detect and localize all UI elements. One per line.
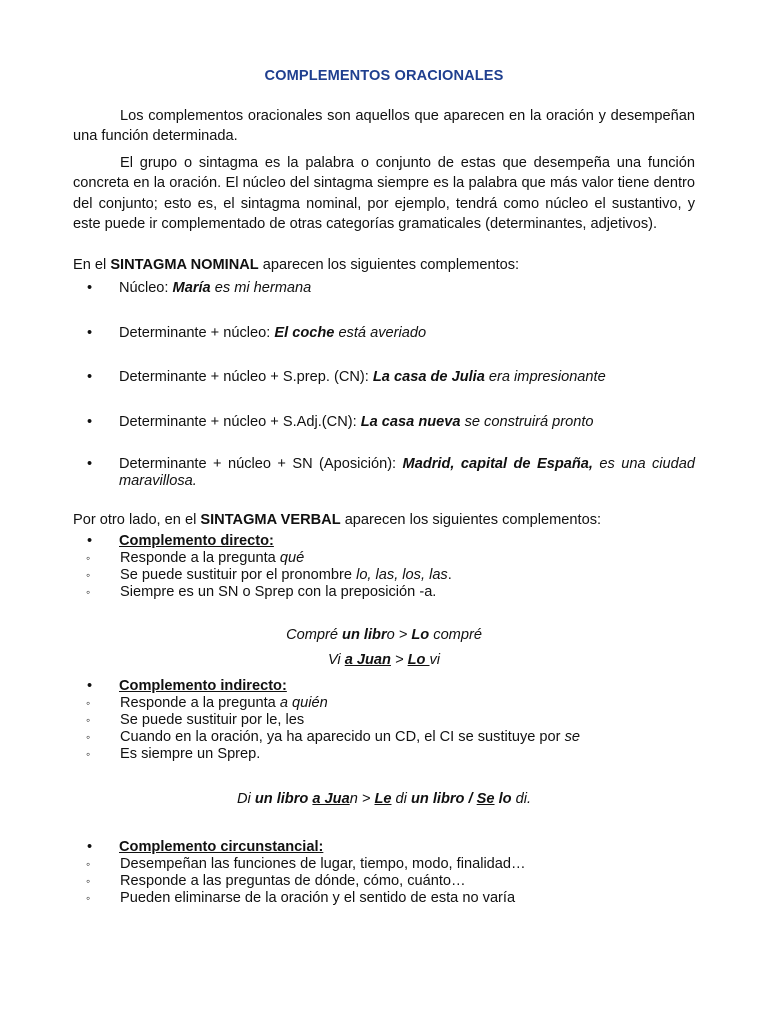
list-item: ◦ Cuando en la oración, ya ha aparecido un CD, el CI se sustituye por se	[73, 729, 695, 746]
list-item: ◦ Es siempre un Sprep.	[73, 746, 695, 763]
intro-paragraph-2: El grupo o sintagma es la palabra o conjunto de estas que desempeña una función concreta en la oración. El núcleo del sintagma siempre es la palabra que más valor tiene dentro del conjunto; esto es, el sintagma nominal, por ejemplo, tendrá como núcleo el sustantivo, y este puede ir complementado de otras categorías gramaticales (determinantes, adjetivos).	[73, 154, 695, 232]
list-item: • Determinante + núcleo: El coche está averiado	[73, 323, 695, 344]
ci-sublist	[73, 695, 695, 763]
nominal-lead-bold: SINTAGMA NOMINAL	[110, 256, 259, 273]
list-item: ◦ Responde a la pregunta qué	[73, 550, 695, 567]
list-item-cd	[73, 533, 695, 601]
list-item: ◦ Siempre es un SN o Sprep con la preposición -a.	[73, 584, 695, 601]
document-title: COMPLEMENTOS ORACIONALES	[264, 68, 504, 84]
verbal-lead: Por otro lado, en el SINTAGMA VERBAL aparecen los siguientes complementos:	[73, 512, 602, 528]
cd-example-2: Vi a Juan > Lo vi	[327, 651, 441, 668]
verbal-list	[73, 533, 695, 601]
cd-example-1: Compré un libro > Lo compré	[286, 626, 482, 643]
list-item: ◦ Se puede sustituir por el pronombre lo, las, los, las.	[73, 567, 695, 584]
document-page	[73, 66, 695, 907]
list-item: • Determinante + núcleo + SN (Aposición): Madrid, capital de España, es una ciudad maravillosa.	[73, 456, 695, 490]
list-item-ci	[73, 678, 695, 763]
list-item: ◦ Se puede sustituir por le, les	[73, 712, 695, 729]
verbal-list-cc	[73, 839, 695, 907]
list-item: ◦ Responde a la pregunta a quién	[73, 695, 695, 712]
cc-sublist	[73, 856, 695, 907]
nominal-lead: En el SINTAGMA NOMINAL aparecen los siguientes complementos:	[73, 256, 520, 273]
verbal-list-ci	[73, 678, 695, 763]
list-item: ◦ Responde a las preguntas de dónde, cómo, cuánto…	[73, 873, 695, 890]
ci-heading: Complemento indirecto:	[119, 677, 287, 694]
intro-paragraph-1: Los complementos oracionales son aquellos que aparecen en la oración y desempeñan una función determinada.	[73, 107, 695, 144]
list-item: ◦ Pueden eliminarse de la oración y el sentido de esta no varía	[73, 890, 695, 907]
list-item-cc	[73, 839, 695, 907]
verbal-lead-bold: SINTAGMA VERBAL	[200, 512, 341, 528]
list-item: • Determinante + núcleo + S.prep. (CN): La casa de Julia era impresionante	[73, 367, 695, 388]
list-item: • Núcleo: María es mi hermana	[73, 278, 695, 299]
list-item: ◦ Desempeñan las funciones de lugar, tiempo, modo, finalidad…	[73, 856, 695, 873]
list-item: • Determinante + núcleo + S.Adj.(CN): La casa nueva se construirá pronto	[73, 412, 695, 433]
nominal-list	[73, 278, 695, 490]
cd-heading: Complemento directo:	[119, 532, 274, 549]
cd-sublist	[73, 550, 695, 601]
cc-heading: Complemento circunstancial:	[119, 839, 324, 855]
ci-example: Di un libro a Juan > Le di un libro / Se lo di.	[236, 790, 532, 807]
